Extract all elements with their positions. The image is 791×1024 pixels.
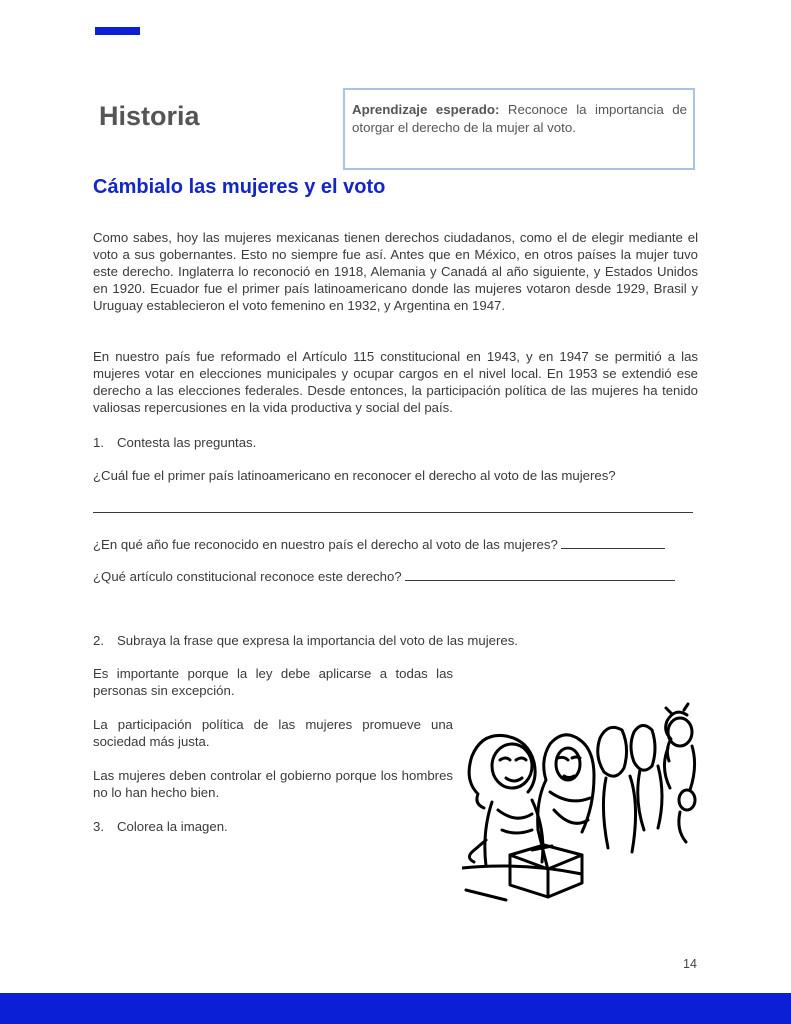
activity-3-instruction (93, 818, 228, 835)
activity-1-number: 1. (93, 435, 104, 450)
activity-1-text: Contesta las preguntas. (117, 435, 257, 450)
activity-2-number: 2. (93, 633, 104, 648)
question-3: ¿Qué artículo constitucional reconoce este derecho? (93, 569, 402, 584)
history-paragraph: En nuestro país fue reformado el Artículo 115 constitucional en 1943, y en 1947 se permitió a las mujeres votar en elecciones municipales y ocupar cargos en el nivel local. En 1953 se extendió ese derecho a las elecciones federales. Desde entonces, la participación política de las mujeres ha tenido valiosas repercusiones en la vida productiva y social del país. (93, 349, 698, 415)
question-2-row (93, 535, 665, 553)
question-3-row (93, 567, 675, 585)
bottom-accent-bar (0, 993, 791, 1024)
option-1[interactable]: Es importante porque la ley debe aplicarse a todas las personas sin excepción. (93, 666, 453, 698)
learning-objective-text: Reconoce la importancia de otorgar el derecho de la mujer al voto. (352, 102, 687, 135)
intro-paragraph: Como sabes, hoy las mujeres mexicanas tienen derechos ciudadanos, como el de elegir mediante el voto a sus gobernantes. Esto no siempre fue así. Antes que en México, en otros países la mujer tuvo este derecho. Inglaterra lo reconoció en 1918, Alemania y Canadá al año siguiente, y Estados Unidos en 1920. Ecuador fue el primer país latinoamericano donde las mujeres votaron desde 1929, Brasil y Uruguay establecieron el voto femenino en 1932, y Argentina en 1947. (93, 230, 698, 313)
activity-2-text: Subraya la frase que expresa la importancia del voto de las mujeres. (117, 633, 518, 648)
section-title: Cámbialo las mujeres y el voto (93, 176, 386, 198)
page-number: 14 (683, 957, 697, 971)
learning-objective-box (343, 88, 695, 170)
subject-heading: Historia (99, 101, 200, 131)
learning-objective-label: Aprendizaje esperado: (352, 102, 500, 117)
question-2: ¿En qué año fue reconocido en nuestro país el derecho al voto de las mujeres? (93, 537, 558, 552)
activity-1-instruction (93, 434, 256, 451)
top-accent-bar (95, 27, 140, 35)
women-voting-illustration[interactable] (462, 700, 724, 905)
question-1: ¿Cuál fue el primer país latinoamericano en reconocer el derecho al voto de las mujeres? (93, 468, 616, 483)
answer-line-3[interactable] (405, 567, 675, 581)
activity-2-instruction (93, 632, 518, 649)
option-3[interactable]: Las mujeres deben controlar el gobierno porque los hombres no lo han hecho bien. (93, 768, 453, 800)
option-2[interactable]: La participación política de las mujeres promueve una sociedad más justa. (93, 717, 453, 749)
activity-3-number: 3. (93, 819, 104, 834)
answer-line-2[interactable] (561, 535, 665, 549)
activity-3-text: Colorea la imagen. (117, 819, 228, 834)
answer-line-1[interactable] (93, 512, 693, 513)
